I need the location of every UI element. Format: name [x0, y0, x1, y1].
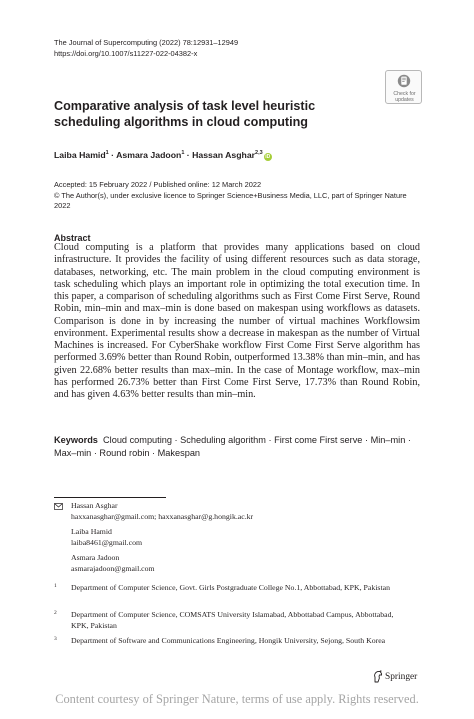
affiliation-text: Department of Software and Communications Engineering, Hongik University, Sejong, South Korea — [71, 636, 386, 645]
affiliation-number: 3 — [54, 636, 57, 642]
contact-name: Hassan Asghar — [71, 501, 118, 510]
author-name[interactable]: Asmara Jadoon — [116, 150, 182, 160]
envelope-icon — [54, 503, 63, 510]
affiliation-text: Department of Computer Science, COMSATS University Islamabad, Abbottabad Campus, Abbottabad, KPK, Pakistan — [71, 610, 394, 630]
contact-entry — [71, 527, 142, 548]
courtesy-notice: Content courtesy of Springer Nature, terms of use apply. Rights reserved. — [55, 692, 419, 706]
orcid-icon[interactable]: iD — [265, 154, 271, 160]
author-affiliation-ref: 1 — [181, 150, 185, 156]
check-for-updates-badge[interactable] — [385, 70, 422, 104]
accepted-published-dates: Accepted: 15 February 2022 / Published online: 12 March 2022 — [54, 180, 262, 189]
keywords-label: Keywords — [54, 435, 98, 445]
footnote-divider — [54, 497, 166, 498]
author-separator: · — [108, 150, 117, 160]
contact-entry — [71, 553, 155, 574]
keywords-list: Cloud computing · Scheduling algorithm · First come First serve · Min–min · Max–min · Round robin · Makespan — [54, 435, 411, 458]
journal-header — [54, 37, 238, 59]
abstract-text: Cloud computing is a platform that provides many applications based on cloud infrastructure. It provides the facility of using different resources such as data storage, databases, networking, etc. The main problem in the cloud computing environment is task scheduling which plays an important role in optimizing the total execution time. In this paper, a comparison of scheduling algorithms such as First Come First Serve, Round Robin, min–min and max–min is done based on makespan using workflows as datasets. Comparison is done in by increasing the number of virtual machines Workflowsim environment. Experimental results show a decrease in makespan as the number of Virtual Machines is increased. For CyberShake workflow First Come First Serve algorithm has performed 3.69% better than Round Robin, outperformed 13.38% than min–min, and has given 22.68% better results than max–min. In the case of Montage workflow, max–min has performed 26.73% better than First Come First Serve, 17.73% than Round Robin, and has given 4.63% better results than min–min. — [54, 242, 420, 400]
contact-name: Asmara Jadoon — [71, 553, 120, 562]
contact-entry — [71, 501, 253, 522]
check-updates-label-1: Check for — [393, 91, 416, 97]
author-list — [54, 147, 272, 161]
author-name[interactable]: Hassan Asghar — [192, 150, 256, 160]
springer-horse-icon — [372, 670, 383, 683]
affiliation-number: 1 — [54, 583, 57, 589]
author-separator: · — [184, 150, 193, 160]
doi-link[interactable]: https://doi.org/10.1007/s11227-022-04382-x — [54, 49, 198, 58]
affiliation-text: Department of Computer Science, Govt. Girls Postgraduate College No.1, Abbottabad, KPK, Pakistan — [71, 583, 390, 592]
contact-email[interactable]: asmarajadoon@gmail.com — [71, 563, 155, 573]
author-affiliation-ref: 1 — [105, 150, 109, 156]
journal-citation: The Journal of Supercomputing (2022) 78:12931–12949 — [54, 38, 239, 47]
publication-dates — [54, 180, 424, 212]
author-name[interactable]: Laiba Hamid — [54, 150, 106, 160]
contact-email[interactable]: laiba8461@gmail.com — [71, 537, 143, 547]
check-updates-icon — [397, 74, 411, 88]
abstract-heading: Abstract — [54, 233, 91, 243]
contact-name: Laiba Hamid — [71, 527, 112, 536]
contact-email[interactable]: haxxanasghar@gmail.com; haxxanasghar@g.hongik.ac.kr — [71, 511, 254, 521]
keywords — [54, 434, 420, 460]
article-title: Comparative analysis of task level heuristic scheduling algorithms in cloud computing — [54, 99, 316, 129]
author-affiliation-ref: 2,3 — [255, 150, 263, 156]
affiliation-number: 2 — [54, 610, 57, 616]
publisher-name: Springer — [385, 672, 418, 682]
copyright-notice: © The Author(s), under exclusive licence to Springer Science+Business Media, LLC, part of Springer Nature 2022 — [54, 190, 407, 210]
check-updates-label-2: updates — [395, 97, 414, 103]
